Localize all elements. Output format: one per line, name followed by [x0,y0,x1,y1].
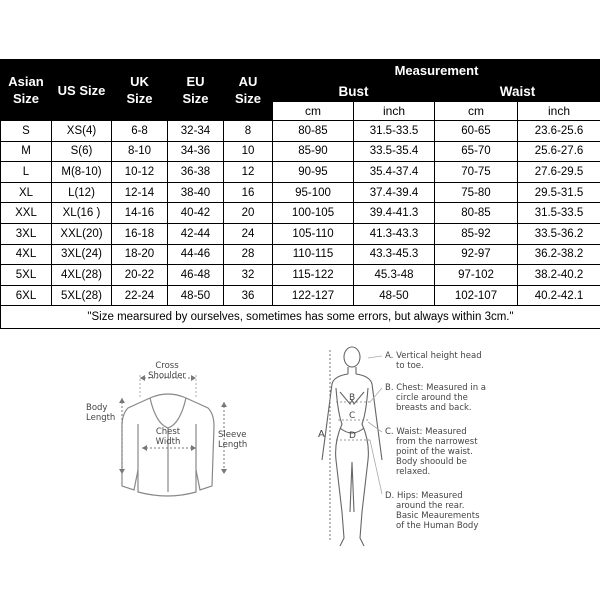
measurement-diagram [0,342,600,600]
marker-a: A [318,429,325,440]
cell-asian-size: XL [1,182,52,203]
cell-eu-size: 38-40 [168,182,224,203]
instruction-d: D. Hips: Measured around the rear. Basic Meaurements of the Human Body [385,491,480,531]
measurement-note: "Size mearsured by ourselves, sometimes has some errors, but always within 3cm." [1,306,600,329]
header-bust: Bust [273,82,435,102]
table-row [1,285,600,306]
table-row [1,121,600,142]
human-figure-icon [322,347,382,546]
cell-waist-inch: 29.5-31.5 [518,182,600,203]
cell-bust-inch: 39.4-41.3 [354,203,435,224]
cell-eu-size: 46-48 [168,265,224,286]
cell-asian-size: S [1,121,52,142]
cell-us-size: 3XL(24) [52,244,112,265]
cell-uk-size: 22-24 [112,285,168,306]
table-row [1,244,600,265]
cell-bust-cm: 80-85 [273,121,354,142]
header-au-size: AU Size [224,60,273,121]
cell-us-size: 5XL(28) [52,285,112,306]
header-measurement: Measurement [273,60,600,82]
marker-c: C [349,411,356,421]
cell-au-size: 12 [224,162,273,183]
cell-us-size: XL(16 ) [52,203,112,224]
cell-waist-cm: 60-65 [435,121,518,142]
cell-bust-inch: 43.3-45.3 [354,244,435,265]
cell-asian-size: L [1,162,52,183]
cell-uk-size: 16-18 [112,223,168,244]
cell-waist-inch: 23.6-25.6 [518,121,600,142]
cell-uk-size: 20-22 [112,265,168,286]
marker-b: B [349,393,356,403]
size-chart-table [0,59,600,329]
header-eu-size: EU Size [168,60,224,121]
instruction-c: C. Waist: Measured from the narrowest point of the waist. Body shoould be relaxed. [385,427,478,477]
header-bust-cm: cm [273,102,354,121]
header-us-size: US Size [52,60,112,121]
cell-uk-size: 6-8 [112,121,168,142]
size-rows [1,121,600,306]
marker-d: D [349,431,356,441]
cell-waist-cm: 102-107 [435,285,518,306]
chest-width-label: Chest Width [155,427,181,447]
cell-bust-cm: 100-105 [273,203,354,224]
cell-waist-inch: 33.5-36.2 [518,223,600,244]
cell-au-size: 28 [224,244,273,265]
cell-asian-size: M [1,141,52,162]
cell-eu-size: 36-38 [168,162,224,183]
header-waist-cm: cm [435,102,518,121]
cell-bust-inch: 31.5-33.5 [354,121,435,142]
cell-au-size: 20 [224,203,273,224]
table-row [1,265,600,286]
table-row [1,203,600,224]
garment-diagram [86,361,247,496]
instruction-b: B. Chest: Measured in a circle around the breasts and back. [385,383,486,413]
cell-waist-inch: 27.6-29.5 [518,162,600,183]
measurement-instructions [385,351,486,531]
header-bust-inch: inch [354,102,435,121]
cell-waist-inch: 31.5-33.5 [518,203,600,224]
cell-us-size: S(6) [52,141,112,162]
cell-waist-cm: 85-92 [435,223,518,244]
cell-asian-size: 6XL [1,285,52,306]
cell-bust-inch: 33.5-35.4 [354,141,435,162]
cell-bust-cm: 110-115 [273,244,354,265]
cross-shoulder-label: Cross Shoulder [148,361,186,381]
header-waist: Waist [435,82,600,102]
table-row [1,141,600,162]
cell-bust-cm: 90-95 [273,162,354,183]
cell-au-size: 36 [224,285,273,306]
cell-bust-cm: 85-90 [273,141,354,162]
instruction-a: A. Vertical height head to toe. [385,351,482,371]
cell-waist-cm: 92-97 [435,244,518,265]
cell-waist-inch: 40.2-42.1 [518,285,600,306]
cell-waist-cm: 70-75 [435,162,518,183]
cell-waist-inch: 25.6-27.6 [518,141,600,162]
cell-uk-size: 12-14 [112,182,168,203]
cell-us-size: M(8-10) [52,162,112,183]
header-asian-size: Asian Size [1,60,52,121]
cell-uk-size: 14-16 [112,203,168,224]
header-uk-size: UK Size [112,60,168,121]
cell-eu-size: 42-44 [168,223,224,244]
cell-waist-inch: 36.2-38.2 [518,244,600,265]
table-row [1,162,600,183]
cell-uk-size: 18-20 [112,244,168,265]
cell-eu-size: 44-46 [168,244,224,265]
cell-asian-size: 3XL [1,223,52,244]
cell-au-size: 24 [224,223,273,244]
sleeve-length-label: Sleeve Length [218,430,248,450]
cell-us-size: 4XL(28) [52,265,112,286]
cell-asian-size: 4XL [1,244,52,265]
cell-us-size: L(12) [52,182,112,203]
cell-bust-cm: 105-110 [273,223,354,244]
cell-au-size: 16 [224,182,273,203]
cell-eu-size: 34-36 [168,141,224,162]
cell-bust-inch: 48-50 [354,285,435,306]
cell-waist-inch: 38.2-40.2 [518,265,600,286]
body-length-label: Body Length [86,403,116,423]
header-waist-inch: inch [518,102,600,121]
table-row [1,182,600,203]
cell-eu-size: 40-42 [168,203,224,224]
cell-au-size: 32 [224,265,273,286]
cell-waist-cm: 75-80 [435,182,518,203]
cell-asian-size: 5XL [1,265,52,286]
cell-waist-cm: 65-70 [435,141,518,162]
cell-bust-cm: 115-122 [273,265,354,286]
cell-uk-size: 10-12 [112,162,168,183]
cell-bust-inch: 37.4-39.4 [354,182,435,203]
cell-bust-cm: 95-100 [273,182,354,203]
cell-eu-size: 32-34 [168,121,224,142]
cell-bust-cm: 122-127 [273,285,354,306]
cell-uk-size: 8-10 [112,141,168,162]
cell-au-size: 8 [224,121,273,142]
cell-au-size: 10 [224,141,273,162]
cell-us-size: XXL(20) [52,223,112,244]
cell-waist-cm: 97-102 [435,265,518,286]
cell-waist-cm: 80-85 [435,203,518,224]
table-row [1,223,600,244]
cell-bust-inch: 35.4-37.4 [354,162,435,183]
cell-eu-size: 48-50 [168,285,224,306]
cell-us-size: XS(4) [52,121,112,142]
human-body-diagram [318,347,382,546]
cell-asian-size: XXL [1,203,52,224]
cell-bust-inch: 41.3-43.3 [354,223,435,244]
cell-bust-inch: 45.3-48 [354,265,435,286]
